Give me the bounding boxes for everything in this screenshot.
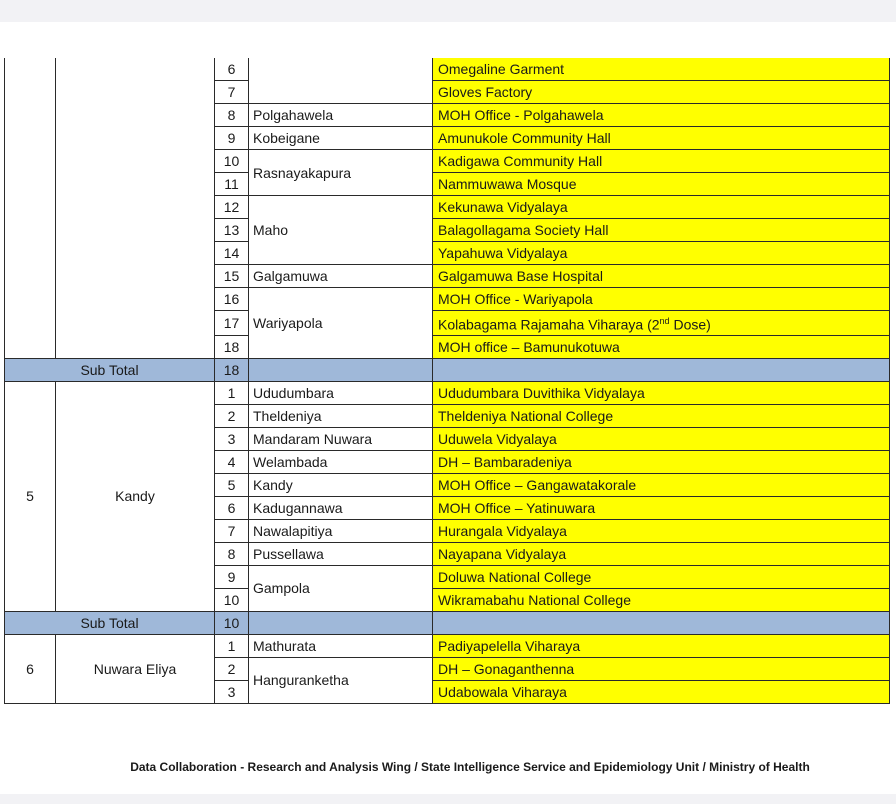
table-row (5, 634, 890, 657)
vaccination-centres-table (4, 58, 890, 704)
row-number: 2 (215, 657, 249, 680)
location-cell: MOH Office – Gangawatakorale (433, 473, 890, 496)
moh-area-cell: Kandy (249, 473, 433, 496)
location-cell: Udabowala Viharaya (433, 680, 890, 703)
row-number: 10 (215, 588, 249, 611)
moh-area-cell: Galgamuwa (249, 265, 433, 288)
row-number: 12 (215, 196, 249, 219)
location-cell: MOH Office - Wariyapola (433, 288, 890, 311)
row-number: 18 (215, 335, 249, 358)
moh-area-cell: Nawalapitiya (249, 519, 433, 542)
district-index-cell: 5 (5, 381, 56, 611)
location-cell: Nammuwawa Mosque (433, 173, 890, 196)
row-number: 3 (215, 680, 249, 703)
location-cell: DH – Bambaradeniya (433, 450, 890, 473)
moh-area-cell: Theldeniya (249, 404, 433, 427)
location-cell: Kadigawa Community Hall (433, 150, 890, 173)
location-cell: MOH office – Bamunukotuwa (433, 335, 890, 358)
row-number: 16 (215, 288, 249, 311)
moh-area-cell: Hanguranketha (249, 657, 433, 703)
moh-area-cell: Welambada (249, 450, 433, 473)
moh-area-cell: Kadugannawa (249, 496, 433, 519)
moh-area-cell: Rasnayakapura (249, 150, 433, 196)
location-cell: Nayapana Vidyalaya (433, 542, 890, 565)
subtotal-empty-cell (249, 358, 433, 381)
location-cell (433, 311, 890, 336)
moh-area-cell: Mathurata (249, 634, 433, 657)
location-cell: DH – Gonaganthenna (433, 657, 890, 680)
row-number: 11 (215, 173, 249, 196)
district-index-cell: 6 (5, 634, 56, 703)
subtotal-row (5, 358, 890, 381)
location-cell: Uduwela Vidyalaya (433, 427, 890, 450)
row-number: 17 (215, 311, 249, 336)
location-cell: Yapahuwa Vidyalaya (433, 242, 890, 265)
bottom-margin-band (0, 794, 896, 804)
subtotal-empty-cell (249, 611, 433, 634)
location-text: Kolabagama Rajamaha Viharaya (2 (438, 316, 660, 333)
location-cell: MOH Office – Yatinuwara (433, 496, 890, 519)
location-cell: Wikramabahu National College (433, 588, 890, 611)
ordinal-superscript: nd (659, 316, 670, 326)
location-cell: Doluwa National College (433, 565, 890, 588)
location-cell: MOH Office - Polgahawela (433, 104, 890, 127)
moh-area-cell: Kobeigane (249, 127, 433, 150)
subtotal-empty-cell (433, 611, 890, 634)
location-cell: Hurangala Vidyalaya (433, 519, 890, 542)
moh-area-cell: Maho (249, 196, 433, 265)
row-number: 8 (215, 104, 249, 127)
top-margin-band (0, 0, 896, 22)
moh-area-cell: Gampola (249, 565, 433, 611)
row-number: 2 (215, 404, 249, 427)
row-number: 13 (215, 219, 249, 242)
row-number: 1 (215, 381, 249, 404)
location-cell: Galgamuwa Base Hospital (433, 265, 890, 288)
district-name-cell: Nuwara Eliya (56, 634, 215, 703)
moh-area-cell: Mandaram Nuwara (249, 427, 433, 450)
subtotal-value: 10 (215, 611, 249, 634)
subtotal-empty-cell (433, 358, 890, 381)
location-cell: Padiyapelella Viharaya (433, 634, 890, 657)
row-number: 1 (215, 634, 249, 657)
location-text: Dose) (669, 316, 711, 333)
row-number: 15 (215, 265, 249, 288)
row-number: 7 (215, 81, 249, 104)
row-number: 8 (215, 542, 249, 565)
table-row (5, 381, 890, 404)
moh-area-cell: Pussellawa (249, 542, 433, 565)
row-number: 7 (215, 519, 249, 542)
row-number: 10 (215, 150, 249, 173)
moh-area-cell (249, 58, 433, 104)
district-name-cell: Kandy (56, 381, 215, 611)
subtotal-label: Sub Total (5, 358, 215, 381)
row-number: 9 (215, 565, 249, 588)
subtotal-row (5, 611, 890, 634)
row-number: 5 (215, 473, 249, 496)
subtotal-label: Sub Total (5, 611, 215, 634)
table-row (5, 58, 890, 81)
row-number: 14 (215, 242, 249, 265)
footer-credit: Data Collaboration - Research and Analysis Wing / State Intelligence Service and Epidemiology Unit / Ministry of Health (130, 760, 810, 774)
location-cell: Kekunawa Vidyalaya (433, 196, 890, 219)
subtotal-value: 18 (215, 358, 249, 381)
district-name-cell (56, 58, 215, 358)
location-cell: Omegaline Garment (433, 58, 890, 81)
location-cell: Balagollagama Society Hall (433, 219, 890, 242)
row-number: 6 (215, 58, 249, 81)
moh-area-cell: Wariyapola (249, 288, 433, 359)
location-cell: Amunukole Community Hall (433, 127, 890, 150)
row-number: 9 (215, 127, 249, 150)
row-number: 4 (215, 450, 249, 473)
location-cell: Theldeniya National College (433, 404, 890, 427)
row-number: 3 (215, 427, 249, 450)
row-number: 6 (215, 496, 249, 519)
moh-area-cell: Ududumbara (249, 381, 433, 404)
moh-area-cell: Polgahawela (249, 104, 433, 127)
location-cell: Gloves Factory (433, 81, 890, 104)
location-cell: Ududumbara Duvithika Vidyalaya (433, 381, 890, 404)
district-index-cell (5, 58, 56, 358)
